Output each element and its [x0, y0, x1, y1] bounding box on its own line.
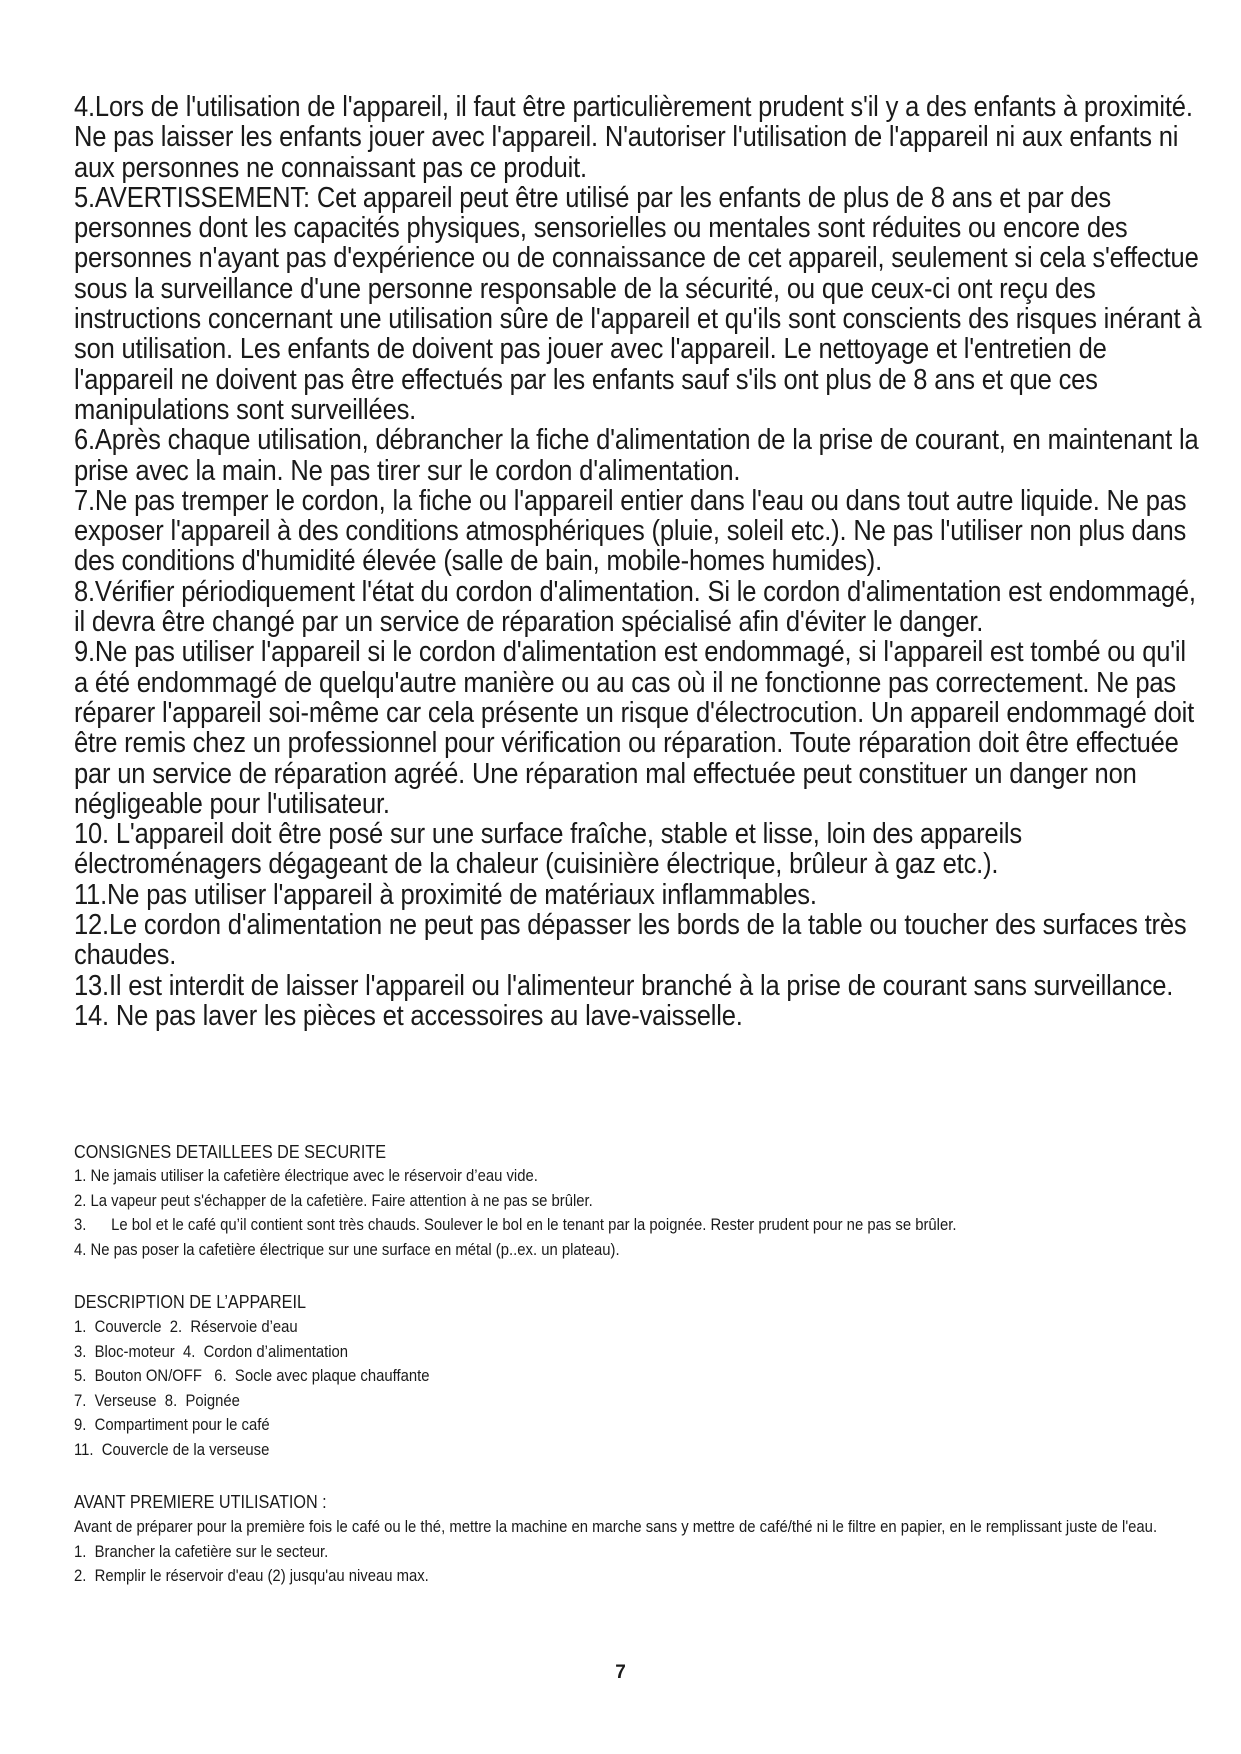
first-use-section: [74, 1490, 1241, 1589]
safety-item-12: 12.Le cordon d'alimentation ne peut pas dépasser les bords de la table ou toucher des surfaces très chaudes.: [74, 909, 1187, 972]
list-item: 3. Le bol et le café qu’il contient sont très chauds. Soulever le bol en le tenant par la poignée. Rester prudent pour ne pas se brûler.: [74, 1216, 957, 1234]
list-item: 1. Ne jamais utiliser la cafetière électrique avec le réservoir d’eau vide.: [74, 1167, 538, 1185]
section-heading: CONSIGNES DETAILLEES DE SECURITE: [74, 1142, 387, 1162]
safety-item-14: 14. Ne pas laver les pièces et accessoires au lave-vaisselle.: [74, 999, 743, 1032]
list-item: 5. Bouton ON/OFF 6. Socle avec plaque chauffante: [74, 1367, 430, 1385]
detailed-safety-section: [74, 1142, 1241, 1262]
list-item: 2. Remplir le réservoir d'eau (2) jusqu'au niveau max.: [74, 1567, 429, 1585]
safety-item-13: 13.Il est interdit de laisser l'appareil ou l'alimenteur branché à la prise de courant sans surveillance.: [74, 969, 1174, 1002]
safety-item-4: 4.Lors de l'utilisation de l'appareil, il faut être particulièrement prudent s'il y a des enfants à proximité. Ne pas laisser les enfants jouer avec l'appareil. N'autoriser l'utilisation de l'appareil ni aux enfants ni aux personnes ne connaissant pas ce produit.: [74, 91, 1193, 184]
safety-item-9: 9.Ne pas utiliser l'appareil si le cordon d'alimentation est endommagé, si l'appareil est tombé ou qu'il a été endommagé de quelqu'autre manière ou au cas où il ne fonctionne pas correctement. Ne pas réparer l'appareil soi-même car cela présente un risque d'électrocution. Un appareil endommagé doit être remis chez un professionnel pour vérification ou réparation. Toute réparation doit être effectuée par un service de réparation agréé. Une réparation mal effectuée peut constituer un danger non négligeable pour l'utilisateur.: [74, 636, 1195, 820]
list-item: 2. La vapeur peut s'échapper de la cafetière. Faire attention à ne pas se brûler.: [74, 1191, 593, 1210]
safety-item-7: 7.Ne pas tremper le cordon, la fiche ou l'appareil entier dans l'eau ou dans tout autre liquide. Ne pas exposer l'appareil à des conditions atmosphériques (pluie, soleil etc.). Ne pas l'utiliser non plus dans des conditions d'humidité élevée (salle de bain, mobile-homes humides).: [74, 484, 1187, 578]
safety-item-5: 5.AVERTISSEMENT: Cet appareil peut être utilisé par les enfants de plus de 8 ans et par des personnes dont les capacités physiques, sensorielles ou mentales sont réduites ou encore des personnes n'ayant pas d'expérience ou de connaissance de cet appareil, seulement si cela s'effectue sous la surveillance d'une personne responsable de la sécurité, ou que ceux-ci ont reçu des instructions concernant une utilisation sûre de l'appareil et qu'ils sont conscients des risques inérant à son utilisation. Les enfants de doivent pas jouer avec l'appareil. Le nettoyage et l'entretien de l'appareil ne doivent pas être effectués par les enfants sauf s'ils ont plus de 8 ans et que ces manipulations sont surveillées.: [74, 181, 1202, 426]
safety-item-8: 8.Vérifier périodiquement l'état du cordon d'alimentation. Si le cordon d'alimentation est endommagé, il devra être changé par un service de réparation spécialisé afin d'éviter le danger.: [74, 575, 1196, 639]
list-item: 9. Compartiment pour le café: [74, 1416, 270, 1434]
safety-item-6: 6.Après chaque utilisation, débrancher la fiche d'alimentation de la prise de courant, en maintenant la prise avec la main. Ne pas tirer sur le cordon d'alimentation.: [74, 424, 1199, 487]
appliance-description-section: [74, 1290, 1241, 1462]
list-item: 1. Couvercle 2. Réservoie d’eau: [74, 1318, 298, 1336]
section-heading: DESCRIPTION DE L’APPAREIL: [74, 1292, 306, 1312]
page-number: 7: [615, 1662, 626, 1683]
section-heading: AVANT PREMIERE UTILISATION :: [74, 1492, 327, 1512]
list-item: 1. Brancher la cafetière sur le secteur.: [74, 1542, 329, 1561]
list-item: 7. Verseuse 8. Poignée: [74, 1391, 240, 1410]
safety-item-11: 11.Ne pas utiliser l'appareil à proximité de matériaux inflammables.: [74, 878, 817, 911]
list-item: 3. Bloc-moteur 4. Cordon d’alimentation: [74, 1342, 349, 1361]
list-item: 11. Couvercle de la verseuse: [74, 1440, 270, 1459]
safety-item-10: 10. L'appareil doit être posé sur une surface fraîche, stable et lisse, loin des appareils électroménagers dégageant de la chaleur (cuisinière électrique, brûleur à gaz etc.).: [74, 818, 1023, 881]
list-item: 4. Ne pas poser la cafetière électrique sur une surface en métal (p..ex. un plateau).: [74, 1240, 620, 1259]
safety-instructions: [74, 92, 1204, 1031]
intro-paragraph: Avant de préparer pour la première fois le café ou le thé, mettre la machine en marche sans y mettre de café/thé ni le filtre en papier, en le remplissant juste de l'eau.: [74, 1518, 1158, 1536]
